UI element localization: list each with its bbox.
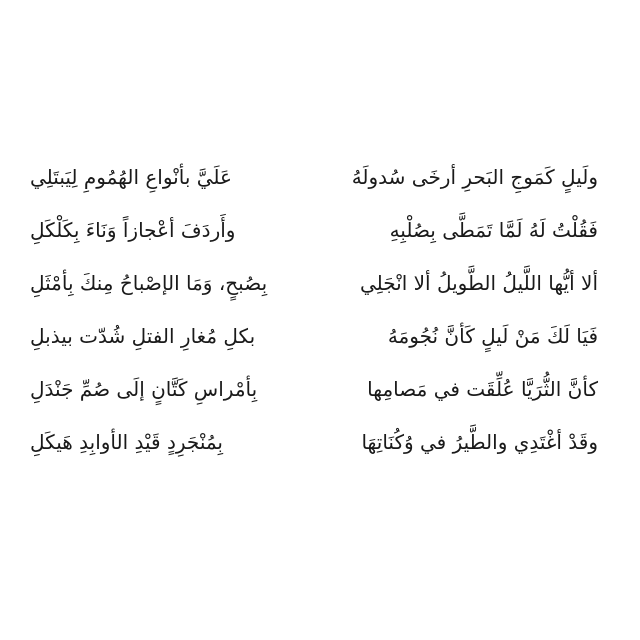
poem bbox=[0, 150, 640, 468]
verse-2-first-hemistich: فَقُلْتُ لَهُ لَمَّا تَمَطَّى بِصُلْبِهِ bbox=[389, 217, 598, 242]
verse-5-first-hemistich: كأنَّ الثُّرَيَّا عُلِّقَت في مَصامِها bbox=[367, 376, 598, 401]
verse-6 bbox=[0, 415, 640, 468]
verse-4-first-hemistich: فَيَا لَكَ مَنْ لَيلٍ كَأنَّ نُجُومَهُ bbox=[387, 323, 598, 348]
verse-1 bbox=[0, 150, 640, 203]
verse-5-second-hemistich: بِأمْراسِ كَتَّانٍ إلَى صُمِّ جَنْدَلِ bbox=[30, 376, 258, 401]
verse-6-first-hemistich: وقَدْ أغْتَدِي والطَّيرُ في وُكُنَاتِهَا bbox=[361, 429, 598, 454]
verse-3-second-hemistich: بِصُبحٍ، وَمَا الإصْباحُ مِنكَ بِأمْثَلِ bbox=[30, 270, 268, 295]
verse-1-second-hemistich: عَلَيَّ بأنْواعِ الهُمُومِ لِيَبتَلِي bbox=[30, 164, 232, 189]
verse-4-second-hemistich: بكلِ مُغارِ الفتلِ شُدّت بيذبلِ bbox=[30, 323, 256, 348]
verse-2-second-hemistich: وأَردَفَ أعْجازاً وَنَاءَ بِكَلْكَلِ bbox=[30, 217, 236, 242]
verse-2 bbox=[0, 203, 640, 256]
verse-3 bbox=[0, 256, 640, 309]
verse-1-first-hemistich: ولَيلٍ كَمَوجِ البَحرِ أرخَى سُدولَهُ bbox=[351, 164, 598, 189]
verse-4 bbox=[0, 309, 640, 362]
verse-6-second-hemistich: بِمُنْجَرِدٍ قَيْدِ الأوابِدِ هَيكَلِ bbox=[30, 429, 223, 454]
verse-3-first-hemistich: ألا أيُّها اللَّيلُ الطَّويلُ ألا انْجَلِي bbox=[359, 270, 598, 295]
verse-5 bbox=[0, 362, 640, 415]
